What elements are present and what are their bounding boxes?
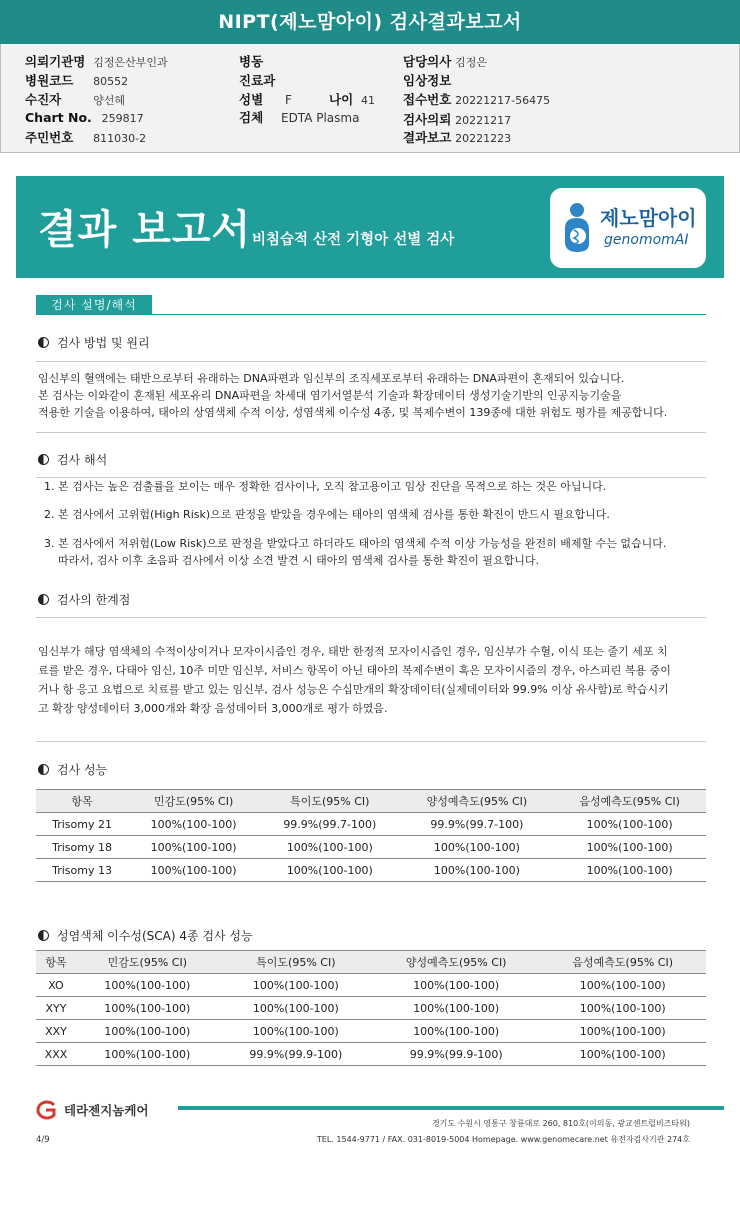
request-field: 검사의뢰 20221217 [403,112,512,127]
table-header-row: 항목 민감도(95% CI) 특이도(95% CI) 양성예측도(95% CI) 음성예측도(95% CI) [36,790,706,813]
table-header-row: 항목 민감도(95% CI) 특이도(95% CI) 양성예측도(95% CI) 음성예측도(95% CI) [36,951,706,974]
company-icon [32,1100,60,1120]
footer-address: 경기도 수원시 영통구 창룡대로 260, 810호(이의동, 광교센트럴비즈타워) [431,1119,690,1128]
genomom-logo: 제노맘아이 genomomAI [550,188,706,268]
company-logo: 테라젠지놈케어 [32,1100,60,1120]
footer-contact: TEL. 1544-9771 / FAX. 031-8019-5004 Homepage. www.genomecare.net 유전자검사기관 274호 [316,1135,690,1144]
collector-field: 수진자 양선혜 [25,92,125,107]
interpretation-item: 3. 본 검사에서 저위험(Low Risk)으로 판정을 받았다고 하더라도 태아의 염색체 수적 이상 가능성을 완전히 배제할 수는 없습니다. [44,537,667,550]
half-circle-icon [38,337,49,348]
table-row: XYY 100%(100-100) 100%(100-100) 100%(100-100) 100%(100-100) [36,997,706,1020]
result-banner [16,176,724,278]
patient-info-panel [0,44,740,153]
table-row: Trisomy 13 100%(100-100) 100%(100-100) 100%(100-100) 100%(100-100) [36,859,706,882]
interpretation-item: 1. 본 검사는 높은 검출률을 보이는 매우 정확한 검사이나, 오직 참고용이고 임상 진단을 목적으로 하는 것은 아닙니다. [44,480,607,493]
method-text: 임신부의 혈액에는 태반으로부터 유래하는 DNA파편과 임신부의 조직세포로부터 유래하는 DNA파편이 혼재되어 있습니다. 본 검사는 이와같이 혼재된 세포유리 DNA파편을 차세대 염기서열분석 기술과 확장데이터 생성기술기반의 인공지능기술을 적용한 기술을 이용하여, 태아의 상염색체 수적 이상, 성염색체 이수성 4종, 및 복제수변이 139종에 대한 위험도 평가를 제공합니다. [38,372,668,419]
receipt-field: 접수번호 20221217-56475 [403,92,551,107]
sca-table [36,950,706,1066]
code-field: 병원코드 80552 [25,73,129,88]
divider [36,617,706,618]
doctor-field: 담당의사 김정은 [403,54,488,69]
table-row: XO 100%(100-100) 100%(100-100) 100%(100-100) 100%(100-100) [36,974,706,997]
performance-heading: 검사 성능 [38,761,107,778]
limitations-heading: 검사의 한계점 [38,591,130,608]
banner-title: 결과 보고서 [38,207,252,253]
chart-field: Chart No. 259817 [25,110,144,125]
sex-field: 성별 F [239,92,292,107]
table-row: XXY 100%(100-100) 100%(100-100) 100%(100-100) 100%(100-100) [36,1020,706,1043]
performance-table [36,789,706,882]
clinical-field: 임상정보 [403,73,452,88]
divider [36,741,706,742]
age-field: 나이 41 [329,92,375,107]
genomom-icon [560,200,594,254]
divider [36,361,706,362]
divider [36,432,706,433]
half-circle-icon [38,594,49,605]
report-date-field: 결과보고 20221223 [403,130,512,145]
ward-field: 병동 [239,54,264,69]
dept-field: 진료과 [239,73,276,88]
hospital-field: 의뢰기관명 김정은산부인과 [25,54,168,69]
banner-subtitle: 비침습적 산전 기형아 선별 검사 [252,232,455,248]
interpretation-item: 따라서, 검사 이후 초음파 검사에서 이상 소견 발견 시 태아의 염색체 검사를 통한 확진이 필요합니다. [58,554,539,567]
table-row: Trisomy 18 100%(100-100) 100%(100-100) 100%(100-100) 100%(100-100) [36,836,706,859]
table-row: XXX 100%(100-100) 99.9%(99.9-100) 99.9%(99.9-100) 100%(100-100) [36,1043,706,1066]
page-number: 4/9 [36,1135,50,1145]
half-circle-icon [38,930,49,941]
limitations-text: 임신부가 해당 염색체의 수적이상이거나 모자이시즘인 경우, 태반 한정적 모자이시즘인 경우, 임신부가 수혈, 이식 또는 줄기 세포 치 료를 받은 경우, 다태아 임신, 10주 미만 임신부, 서비스 항목이 아닌 태아의 복제수변이 혹은 모자이시즘의 경우, 아스피린 복용 중이 거나 항 응고 요법으로 치료를 받고 있는 임신부, 검사 성능은 수십만개의 확장데이터(실제데이터와 99.9% 이상 유사함)로 학습시키 고 확장 양성데이터 3,000개와 확장 음성데이터 3,000개로 평가 하였음. [38,645,671,715]
section-tab-description: 검사 설명/해석 [36,295,152,315]
half-circle-icon [38,764,49,775]
method-heading: 검사 방법 및 원리 [38,334,150,351]
id-field: 주민번호 811030-2 [25,130,147,145]
sca-heading: 성염색체 이수성(SCA) 4종 검사 성능 [38,927,253,944]
footer-bar [178,1106,724,1110]
half-circle-icon [38,454,49,465]
specimen-field: 검체 EDTA Plasma [239,110,360,125]
section-divider [36,314,706,315]
table-row: Trisomy 21 100%(100-100) 99.9%(99.7-100) 99.9%(99.7-100) 100%(100-100) [36,813,706,836]
interpretation-heading: 검사 해석 [38,451,107,468]
report-title: NIPT(제노맘아이) 검사결과보고서 [0,0,740,44]
interpretation-item: 2. 본 검사에서 고위험(High Risk)으로 판정을 받았을 경우에는 태아의 염색체 검사를 통한 확진이 반드시 필요합니다. [44,508,610,521]
